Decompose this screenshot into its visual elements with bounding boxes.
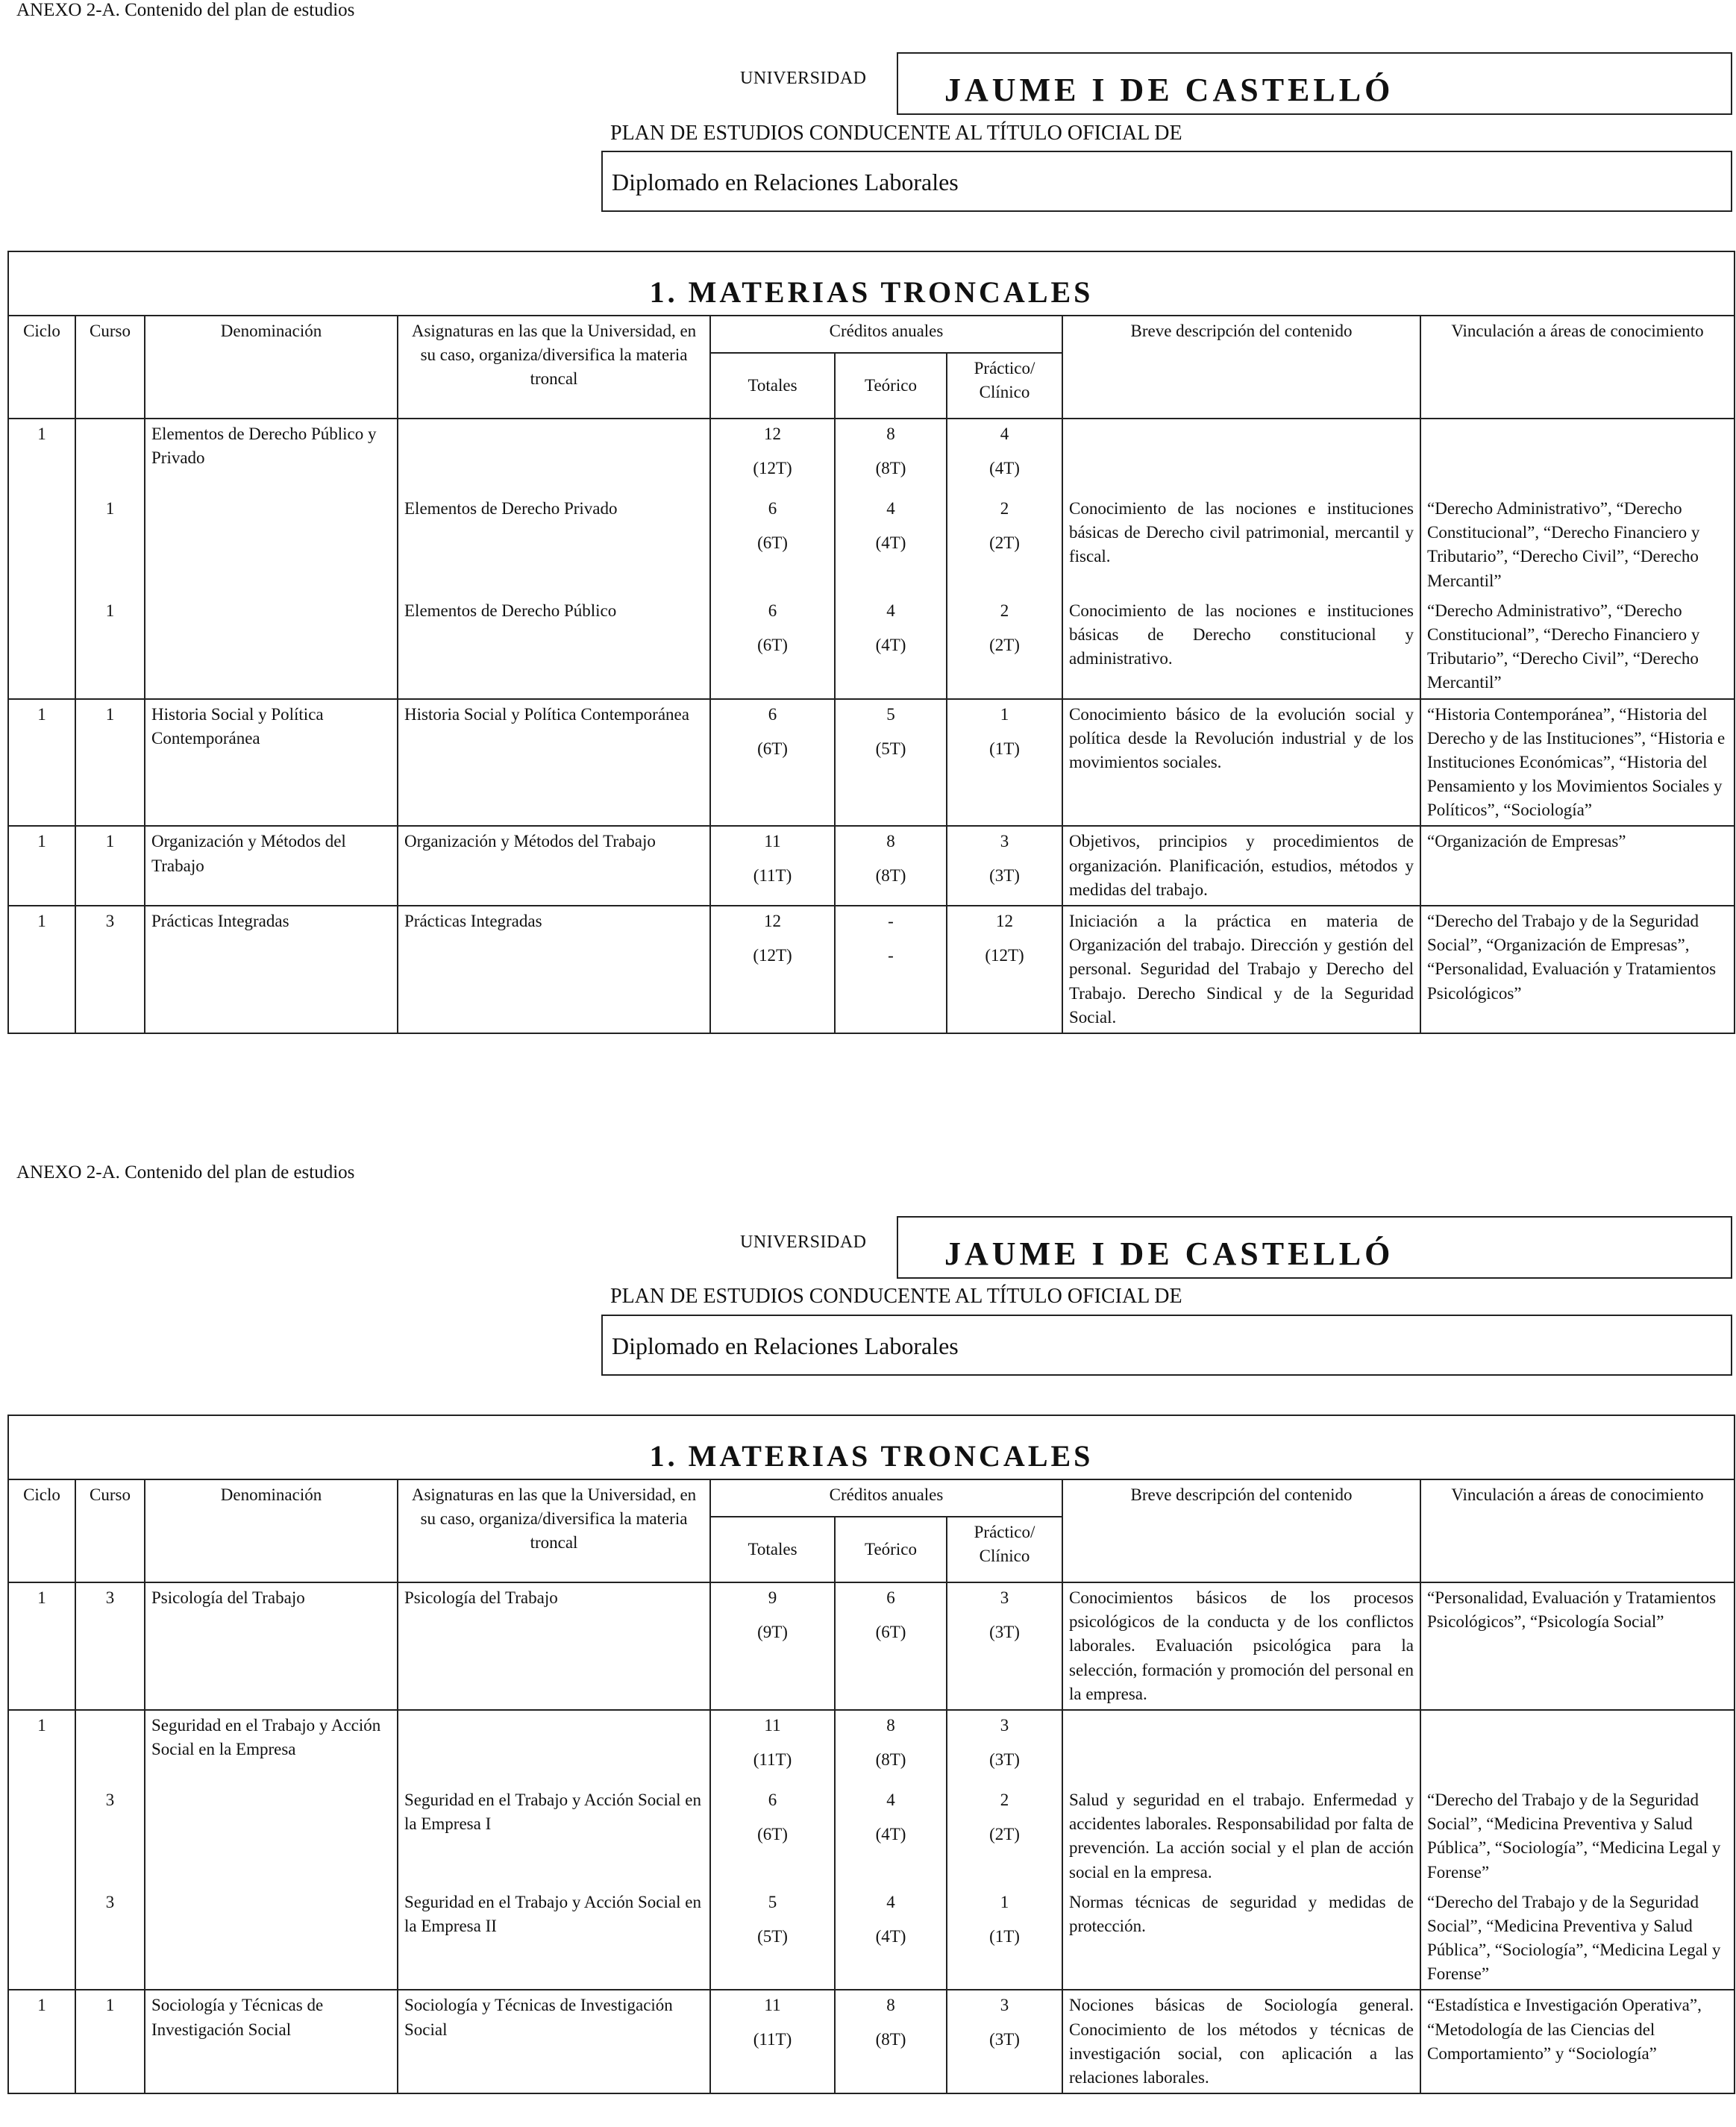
value: 12 <box>764 425 781 443</box>
header-denominacion: Denominación <box>145 316 398 419</box>
cell-totales <box>710 1990 835 2093</box>
value: 3 <box>1000 1588 1009 1607</box>
value: 6 <box>768 601 777 620</box>
cell-ciclo: 1 <box>8 699 75 827</box>
cell-denominacion: Seguridad en el Trabajo y Acción Social en la Empresa <box>145 1710 398 1785</box>
cell-descripcion: Normas técnicas de seguridad y medidas de protección. <box>1062 1888 1420 1990</box>
value-t: (9T) <box>757 1623 788 1641</box>
value-t: (6T) <box>875 1623 906 1641</box>
cell-ciclo: 1 <box>8 906 75 1033</box>
cell-totales <box>710 1582 835 1710</box>
cell-descripcion <box>1062 1710 1420 1785</box>
cell-vinculacion: “Derecho del Trabajo y de la Seguridad Social”, “Medicina Preventiva y Salud Pública”, “Sociología”, “Medicina Legal y Forense” <box>1420 1888 1735 1990</box>
value-t: (3T) <box>989 2030 1020 2049</box>
value-t: (4T) <box>989 459 1020 477</box>
plan-label: PLAN DE ESTUDIOS CONDUCENTE AL TÍTULO OFICIAL DE <box>610 1285 1182 1308</box>
cell-vinculacion <box>1420 1710 1735 1785</box>
cell-teorico <box>835 419 947 494</box>
value-t: (8T) <box>875 1749 906 1769</box>
value-t: (4T) <box>875 1926 906 1946</box>
cell-denominacion <box>145 1888 398 1990</box>
cell-curso: 1 <box>75 1990 145 2093</box>
cell-practico <box>947 1990 1062 2093</box>
cell-curso: 1 <box>75 699 145 827</box>
cell-ciclo: 1 <box>8 826 75 906</box>
value: - <box>888 912 894 930</box>
cell-practico <box>947 596 1062 699</box>
cell-descripcion: Conocimiento básico de la evolución social y política desde la Revolución industrial y de los movimientos sociales. <box>1062 699 1420 827</box>
value: 6 <box>768 704 777 724</box>
value: 2 <box>1000 499 1009 518</box>
header-practico: Práctico/ Clínico <box>947 1517 1062 1582</box>
cell-practico <box>947 419 1062 494</box>
cell-vinculacion: “Derecho Administrativo”, “Derecho Constitucional”, “Derecho Financiero y Tributario”, “Derecho Civil”, “Derecho Mercantil” <box>1420 596 1735 699</box>
cell-teorico <box>835 1785 947 1888</box>
table-row <box>8 1990 1735 2093</box>
cell-totales <box>710 1710 835 1785</box>
cell-totales <box>710 1888 835 1990</box>
header-denominacion: Denominación <box>145 1479 398 1582</box>
cell-asignatura <box>398 419 710 494</box>
cell-practico <box>947 906 1062 1033</box>
cell-curso: 1 <box>75 596 145 699</box>
value-t: (6T) <box>757 635 788 654</box>
value: 1 <box>1000 1892 1009 1911</box>
value: 4 <box>886 601 895 620</box>
cell-descripcion: Iniciación a la práctica en materia de Organización del trabajo. Dirección y gestión del personal. Seguridad del Trabajo y Derecho del Trabajo. Derecho Sindical y de la Seguridad Social. <box>1062 906 1420 1033</box>
cell-descripcion: Conocimiento de las nociones e instituciones básicas de Derecho civil patrimonial, mercantil y fiscal. <box>1062 494 1420 596</box>
value-t: (8T) <box>875 2030 906 2049</box>
cell-vinculacion: “Derecho del Trabajo y de la Seguridad Social”, “Organización de Empresas”, “Personalidad, Evaluación y Tratamientos Psicológicos” <box>1420 906 1735 1033</box>
value-t: (11T) <box>753 1749 792 1769</box>
value-t: (3T) <box>989 866 1020 886</box>
value: 6 <box>768 499 777 518</box>
cell-ciclo <box>8 1888 75 1990</box>
table-row <box>8 596 1735 699</box>
university-name: JAUME I DE CASTELLÓ <box>897 52 1732 115</box>
cell-denominacion: Sociología y Técnicas de Investigación Social <box>145 1990 398 2093</box>
cell-asignatura: Psicología del Trabajo <box>398 1582 710 1710</box>
header-creditos: Créditos anuales <box>710 1479 1062 1517</box>
cell-practico <box>947 826 1062 906</box>
troncales-table <box>7 1415 1735 2094</box>
value-t: (3T) <box>989 1749 1020 1769</box>
cell-curso <box>75 1710 145 1785</box>
value: 11 <box>764 832 781 851</box>
cell-curso: 3 <box>75 1582 145 1710</box>
value: 5 <box>768 1892 777 1911</box>
header-ciclo: Ciclo <box>8 316 75 419</box>
header-practico: Práctico/ Clínico <box>947 353 1062 419</box>
annex-title: ANEXO 2-A. Contenido del plan de estudios <box>16 0 355 20</box>
cell-curso: 3 <box>75 1888 145 1990</box>
table-row <box>8 1582 1735 1710</box>
cell-denominacion: Prácticas Integradas <box>145 906 398 1033</box>
value: 4 <box>1000 425 1009 443</box>
table-title: 1. MATERIAS TRONCALES <box>8 251 1735 316</box>
header-curso: Curso <box>75 1479 145 1582</box>
header-asignaturas: Asignaturas en las que la Universidad, en su caso, organiza/diversifica la materia troncal <box>398 316 710 419</box>
cell-vinculacion: “Derecho Administrativo”, “Derecho Constitucional”, “Derecho Financiero y Tributario”, “Derecho Civil”, “Derecho Mercantil” <box>1420 494 1735 596</box>
table-row <box>8 419 1735 494</box>
degree-name: Diplomado en Relaciones Laborales <box>601 151 1732 212</box>
cell-vinculacion <box>1420 419 1735 494</box>
cell-asignatura: Elementos de Derecho Privado <box>398 494 710 596</box>
cell-totales <box>710 596 835 699</box>
cell-curso: 3 <box>75 1785 145 1888</box>
cell-teorico <box>835 826 947 906</box>
value-t: (6T) <box>757 739 788 758</box>
cell-teorico <box>835 1888 947 1990</box>
university-name: JAUME I DE CASTELLÓ <box>897 1216 1732 1279</box>
cell-teorico <box>835 1990 947 2093</box>
value-t: (4T) <box>875 635 906 654</box>
value: 11 <box>764 1715 781 1735</box>
header-descripcion: Breve descripción del contenido <box>1062 316 1420 419</box>
cell-descripcion <box>1062 419 1420 494</box>
cell-ciclo: 1 <box>8 1582 75 1710</box>
value-t: (2T) <box>989 1824 1020 1843</box>
cell-practico <box>947 1888 1062 1990</box>
cell-totales <box>710 419 835 494</box>
cell-vinculacion: “Organización de Empresas” <box>1420 826 1735 906</box>
value: 3 <box>1000 832 1009 851</box>
value-t: (2T) <box>989 635 1020 654</box>
cell-asignatura: Seguridad en el Trabajo y Acción Social en la Empresa II <box>398 1888 710 1990</box>
value-t: (12T) <box>985 946 1024 965</box>
header-vinculacion: Vinculación a áreas de conocimiento <box>1420 316 1735 419</box>
header-asignaturas: Asignaturas en las que la Universidad, en su caso, organiza/diversifica la materia troncal <box>398 1479 710 1582</box>
table-row <box>8 826 1735 906</box>
cell-denominacion <box>145 494 398 596</box>
cell-ciclo: 1 <box>8 1710 75 1785</box>
header-vinculacion: Vinculación a áreas de conocimiento <box>1420 1479 1735 1582</box>
value: 8 <box>886 832 895 851</box>
table-row <box>8 1710 1735 1785</box>
cell-denominacion <box>145 596 398 699</box>
value: 4 <box>886 1790 895 1809</box>
value: 6 <box>886 1588 895 1607</box>
value: 3 <box>1000 1996 1009 2015</box>
header-creditos: Créditos anuales <box>710 316 1062 353</box>
cell-descripcion: Nociones básicas de Sociología general. Conocimiento de los métodos y técnicas de investigación social, con aplicación a las relaciones laborales. <box>1062 1990 1420 2093</box>
value: 6 <box>768 1790 777 1809</box>
cell-descripcion: Conocimiento de las nociones e instituciones básicas de Derecho constitucional y administrativo. <box>1062 596 1420 699</box>
cell-curso: 1 <box>75 494 145 596</box>
value-t: (4T) <box>875 533 906 552</box>
cell-descripcion: Objetivos, principios y procedimientos de organización. Planificación, estudios, métodos y medidas del trabajo. <box>1062 826 1420 906</box>
cell-vinculacion: “Derecho del Trabajo y de la Seguridad Social”, “Medicina Preventiva y Salud Pública”, “Sociología”, “Medicina Legal y Forense” <box>1420 1785 1735 1888</box>
cell-vinculacion: “Estadística e Investigación Operativa”, “Metodología de las Ciencias del Comportamiento” y “Sociología” <box>1420 1990 1735 2093</box>
cell-practico <box>947 1582 1062 1710</box>
value-t: (5T) <box>757 1926 788 1946</box>
value-t: (11T) <box>753 2030 792 2049</box>
cell-denominacion: Historia Social y Política Contemporánea <box>145 699 398 827</box>
cell-asignatura: Prácticas Integradas <box>398 906 710 1033</box>
value-t: (4T) <box>875 1824 906 1843</box>
cell-denominacion: Organización y Métodos del Trabajo <box>145 826 398 906</box>
header-curso: Curso <box>75 316 145 419</box>
cell-asignatura: Elementos de Derecho Público <box>398 596 710 699</box>
cell-ciclo: 1 <box>8 419 75 494</box>
troncales-table <box>7 251 1735 1034</box>
university-label: UNIVERSIDAD <box>740 69 867 88</box>
cell-ciclo <box>8 1785 75 1888</box>
value-t: (3T) <box>989 1623 1020 1641</box>
header-teorico: Teórico <box>835 1517 947 1582</box>
value-t: (6T) <box>757 1824 788 1843</box>
cell-totales <box>710 699 835 827</box>
value-t: (1T) <box>989 1926 1020 1946</box>
cell-descripcion: Conocimientos básicos de los procesos psicológicos de la conducta y de los conflictos laborales. Evaluación psicológica para la selección, formación y promoción del personal en la empresa. <box>1062 1582 1420 1710</box>
degree-name: Diplomado en Relaciones Laborales <box>601 1315 1732 1376</box>
value: 3 <box>1000 1715 1009 1735</box>
value: 8 <box>886 425 895 443</box>
cell-denominacion: Psicología del Trabajo <box>145 1582 398 1710</box>
value: 12 <box>764 912 781 930</box>
cell-curso: 3 <box>75 906 145 1033</box>
header-totales: Totales <box>710 1517 835 1582</box>
value-t: (12T) <box>753 459 792 477</box>
header-totales: Totales <box>710 353 835 419</box>
table-title: 1. MATERIAS TRONCALES <box>8 1415 1735 1479</box>
cell-asignatura: Seguridad en el Trabajo y Acción Social en la Empresa I <box>398 1785 710 1888</box>
value-t: (11T) <box>753 866 792 886</box>
cell-denominacion <box>145 1785 398 1888</box>
value-t: (8T) <box>875 459 906 477</box>
cell-totales <box>710 826 835 906</box>
value-t: (6T) <box>757 533 788 552</box>
cell-teorico <box>835 699 947 827</box>
plan-label: PLAN DE ESTUDIOS CONDUCENTE AL TÍTULO OFICIAL DE <box>610 122 1182 145</box>
cell-asignatura: Historia Social y Política Contemporánea <box>398 699 710 827</box>
table-row <box>8 494 1735 596</box>
value: 1 <box>1000 704 1009 724</box>
cell-vinculacion: “Historia Contemporánea”, “Historia del Derecho y de las Instituciones”, “Historia e Instituciones Económicas”, “Historia del Pensamiento y los Movimientos Sociales y Políticos”, “Sociología” <box>1420 699 1735 827</box>
cell-teorico <box>835 906 947 1033</box>
table-row <box>8 699 1735 827</box>
cell-denominacion: Elementos de Derecho Público y Privado <box>145 419 398 494</box>
cell-ciclo: 1 <box>8 1990 75 2093</box>
table-row <box>8 1785 1735 1888</box>
cell-totales <box>710 1785 835 1888</box>
value: 8 <box>886 1996 895 2015</box>
value: 8 <box>886 1715 895 1735</box>
value: 5 <box>886 704 895 724</box>
cell-teorico <box>835 494 947 596</box>
value: 2 <box>1000 1790 1009 1809</box>
value-t: (5T) <box>875 739 906 758</box>
cell-totales <box>710 906 835 1033</box>
cell-curso <box>75 419 145 494</box>
cell-curso: 1 <box>75 826 145 906</box>
cell-descripcion: Salud y seguridad en el trabajo. Enfermedad y accidentes laborales. Responsabilidad por falta de prevención. La acción social y el plan de acción social en la empresa. <box>1062 1785 1420 1888</box>
cell-teorico <box>835 1710 947 1785</box>
value: 4 <box>886 1892 895 1911</box>
table-row <box>8 1888 1735 1990</box>
value: 11 <box>764 1996 781 2015</box>
annex-title: ANEXO 2-A. Contenido del plan de estudios <box>16 1162 355 1182</box>
value-t: (2T) <box>989 533 1020 552</box>
cell-practico <box>947 699 1062 827</box>
cell-asignatura: Sociología y Técnicas de Investigación Social <box>398 1990 710 2093</box>
cell-practico <box>947 1710 1062 1785</box>
university-label: UNIVERSIDAD <box>740 1232 867 1252</box>
value: 12 <box>996 912 1013 930</box>
header-teorico: Teórico <box>835 353 947 419</box>
cell-vinculacion: “Personalidad, Evaluación y Tratamientos Psicológicos”, “Psicología Social” <box>1420 1582 1735 1710</box>
value: 4 <box>886 499 895 518</box>
value-t: (12T) <box>753 946 792 965</box>
value-t: (8T) <box>875 866 906 886</box>
value-t: (1T) <box>989 739 1020 758</box>
cell-asignatura <box>398 1710 710 1785</box>
header-descripcion: Breve descripción del contenido <box>1062 1479 1420 1582</box>
cell-teorico <box>835 1582 947 1710</box>
cell-ciclo <box>8 596 75 699</box>
value: 2 <box>1000 601 1009 620</box>
table-row <box>8 906 1735 1033</box>
header-ciclo: Ciclo <box>8 1479 75 1582</box>
cell-asignatura: Organización y Métodos del Trabajo <box>398 826 710 906</box>
cell-teorico <box>835 596 947 699</box>
cell-practico <box>947 1785 1062 1888</box>
value-t: - <box>888 946 894 965</box>
cell-totales <box>710 494 835 596</box>
cell-practico <box>947 494 1062 596</box>
cell-ciclo <box>8 494 75 596</box>
value: 9 <box>768 1588 777 1607</box>
